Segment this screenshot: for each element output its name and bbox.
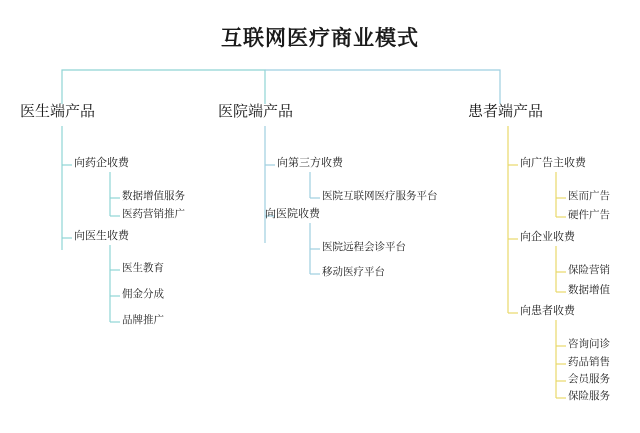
node-patient-insurance-service[interactable]: 保险服务 [568,390,610,402]
node-hospital-remote-consult[interactable]: 医院远程会诊平台 [322,241,406,253]
node-patient-drug-sales[interactable]: 药品销售 [568,356,610,368]
node-doctor-doctor-fee[interactable]: 向医生收费 [74,230,129,242]
node-hospital-internet-platform[interactable]: 医院互联网医疗服务平台 [322,190,438,202]
node-patient-patient-fee[interactable]: 向患者收费 [520,305,575,317]
node-hospital-thirdparty-fee[interactable]: 向第三方收费 [277,157,343,169]
branch-title-hospital[interactable]: 医院端产品 [218,103,294,120]
node-doctor-education[interactable]: 医生教育 [122,262,164,274]
node-patient-data-value[interactable]: 数据增值 [568,284,610,296]
node-hospital-hospital-fee[interactable]: 向医院收费 [265,208,320,220]
node-doctor-pharma-fee[interactable]: 向药企收费 [74,157,129,169]
node-patient-advertiser-fee[interactable]: 向广告主收费 [520,157,586,169]
node-patient-consultation[interactable]: 咨询问诊 [568,338,610,350]
branch-title-patient[interactable]: 患者端产品 [468,103,544,120]
node-doctor-pharma-marketing[interactable]: 医药营销推广 [122,208,185,220]
node-patient-hardware-ad[interactable]: 硬件广告 [568,209,610,221]
node-hospital-mobile-platform[interactable]: 移动医疗平台 [322,266,385,278]
node-patient-enterprise-fee[interactable]: 向企业收费 [520,231,575,243]
node-patient-member-service[interactable]: 会员服务 [568,373,610,385]
branch-title-doctor[interactable]: 医生端产品 [20,103,96,120]
node-doctor-data-value-service[interactable]: 数据增值服务 [122,190,185,202]
node-patient-medical-ad[interactable]: 医而广告 [568,190,610,202]
node-doctor-brand-promotion[interactable]: 品牌推广 [122,314,164,326]
node-doctor-commission-share[interactable]: 佣金分成 [122,288,164,300]
page-title: 互联网医疗商业模式 [221,27,419,50]
node-patient-insurance-marketing[interactable]: 保险营销 [568,264,610,276]
